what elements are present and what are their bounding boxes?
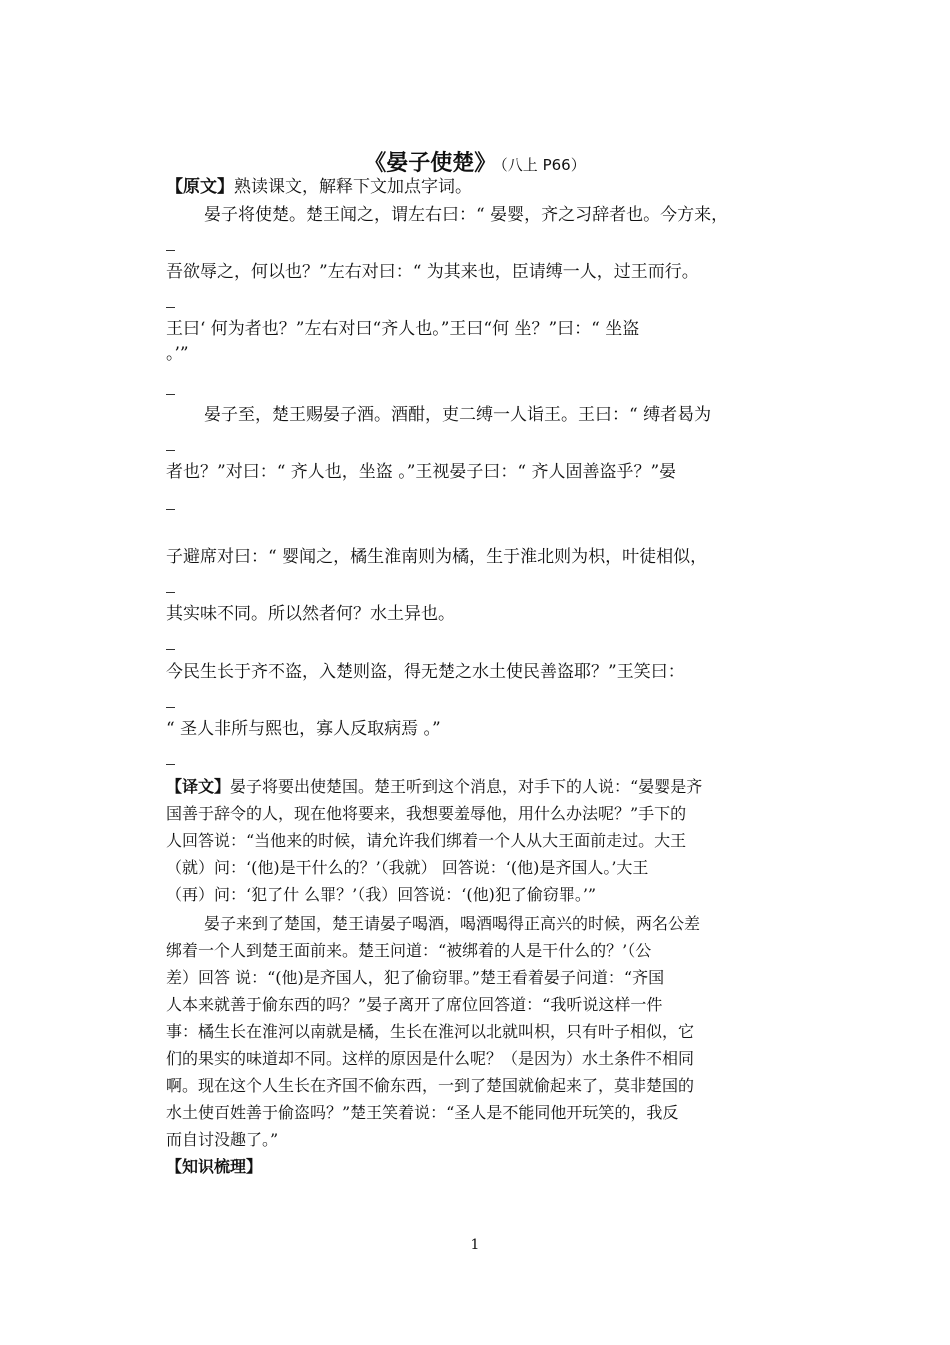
translation-line: 啊。现在这个人生长在齐国不偷东西，一到了楚国就偷起来了，莫非楚国的 xyxy=(166,1076,695,1095)
translation-line: 【译文】晏子将要出使楚国。楚王听到这个消息，对手下的人说：“晏婴是齐 xyxy=(166,777,703,796)
original-line: “ 圣人非所与熙也，寡人反取病焉 。” xyxy=(166,719,441,739)
translation-line: 人本来就善于偷东西的吗？”晏子离开了席位回答道：“我听说这样一件 xyxy=(166,995,663,1014)
translation-line: 们的果实的味道却不同。这样的原因是什么呢？（是因为）水土条件不相同 xyxy=(166,1049,695,1068)
original-header-line xyxy=(166,176,472,198)
page-title xyxy=(0,146,950,177)
translation-line: 水土使百姓善于偷盗吗？”楚王笑着说：“圣人是不能同他开玩笑的，我反 xyxy=(166,1103,679,1122)
original-line: 晏子将使楚。楚王闻之，谓左右曰：“ 晏婴，齐之习辞者也。今方来， xyxy=(204,205,729,225)
translation-line: 国善于辞令的人，现在他将要来，我想要羞辱他，用什么办法呢？”手下的 xyxy=(166,804,687,823)
underline-mark xyxy=(166,307,175,308)
original-line: 今民生长于齐不盗，入楚则盗，得无楚之水土使民善盗耶？”王笑曰： xyxy=(166,662,685,682)
original-line: 其实味不同。所以然者何？水土异也。 xyxy=(166,604,455,624)
translation-line: 而自讨没趣了。” xyxy=(166,1130,279,1149)
knowledge-heading: 【知识梳理】 xyxy=(166,1157,263,1176)
underline-mark xyxy=(166,592,175,593)
underline-mark xyxy=(166,707,175,708)
underline-mark xyxy=(166,394,175,395)
translation-line: （就）问：‘(他)是干什么的？’（我就） 回答说：‘(他)是齐国人。’大王 xyxy=(166,858,649,877)
translation-line: 晏子来到了楚国，楚王请晏子喝酒，喝酒喝得正高兴的时候，两名公差 xyxy=(204,914,701,933)
underline-mark xyxy=(166,450,175,451)
underline-mark xyxy=(166,649,175,650)
title-main: 《晏子使楚》 xyxy=(364,151,497,176)
page-number: 1 xyxy=(470,1237,480,1253)
original-heading: 【原文】 xyxy=(166,177,234,197)
original-line: 。’” xyxy=(166,344,189,364)
title-sub: （八上 P66） xyxy=(500,156,586,174)
translation-line: 绑着一个人到楚王面前来。楚王问道：“被绑着的人是干什么的？’（公 xyxy=(166,941,652,960)
original-line: 晏子至，楚王赐晏子酒。酒酣，吏二缚一人诣王。王曰：“ 缚者曷为 xyxy=(204,405,712,425)
original-instruction: 熟读课文，解释下文加点字词。 xyxy=(234,177,472,197)
original-line: 子避席对曰：“ 婴闻之，橘生淮南则为橘，生于淮北则为枳，叶徒相似， xyxy=(166,547,708,567)
translation-line: 人回答说：“当他来的时候，请允许我们绑着一个人从大王面前走过。大王 xyxy=(166,831,687,850)
underline-mark xyxy=(166,764,175,765)
underline-mark xyxy=(166,509,175,510)
translation-line: （再）问：‘犯了什 么罪？’（我）回答说：‘(他)犯了偷窃罪。’” xyxy=(166,885,597,904)
original-line: 吾欲辱之，何以也？”左右对曰：“ 为其来也，臣请缚一人，过王而行。 xyxy=(166,262,699,282)
translation-line: 差）回答 说：“(他)是齐国人，犯了偷窃罪。”楚王看着晏子问道：“齐国 xyxy=(166,968,665,987)
translation-line: 事：橘生长在淮河以南就是橘，生长在淮河以北就叫枳，只有叶子相似，它 xyxy=(166,1022,695,1041)
original-line: 者也？”对曰：“ 齐人也，坐盗 。”王视晏子曰：“ 齐人固善盗乎？”晏 xyxy=(166,462,677,482)
underline-mark xyxy=(166,250,175,251)
translation-heading: 【译文】 xyxy=(166,777,231,796)
original-line: 王曰‘ 何为者也？”左右对曰“齐人也。”王曰“何 坐？”曰：“ 坐盗 xyxy=(166,319,640,339)
